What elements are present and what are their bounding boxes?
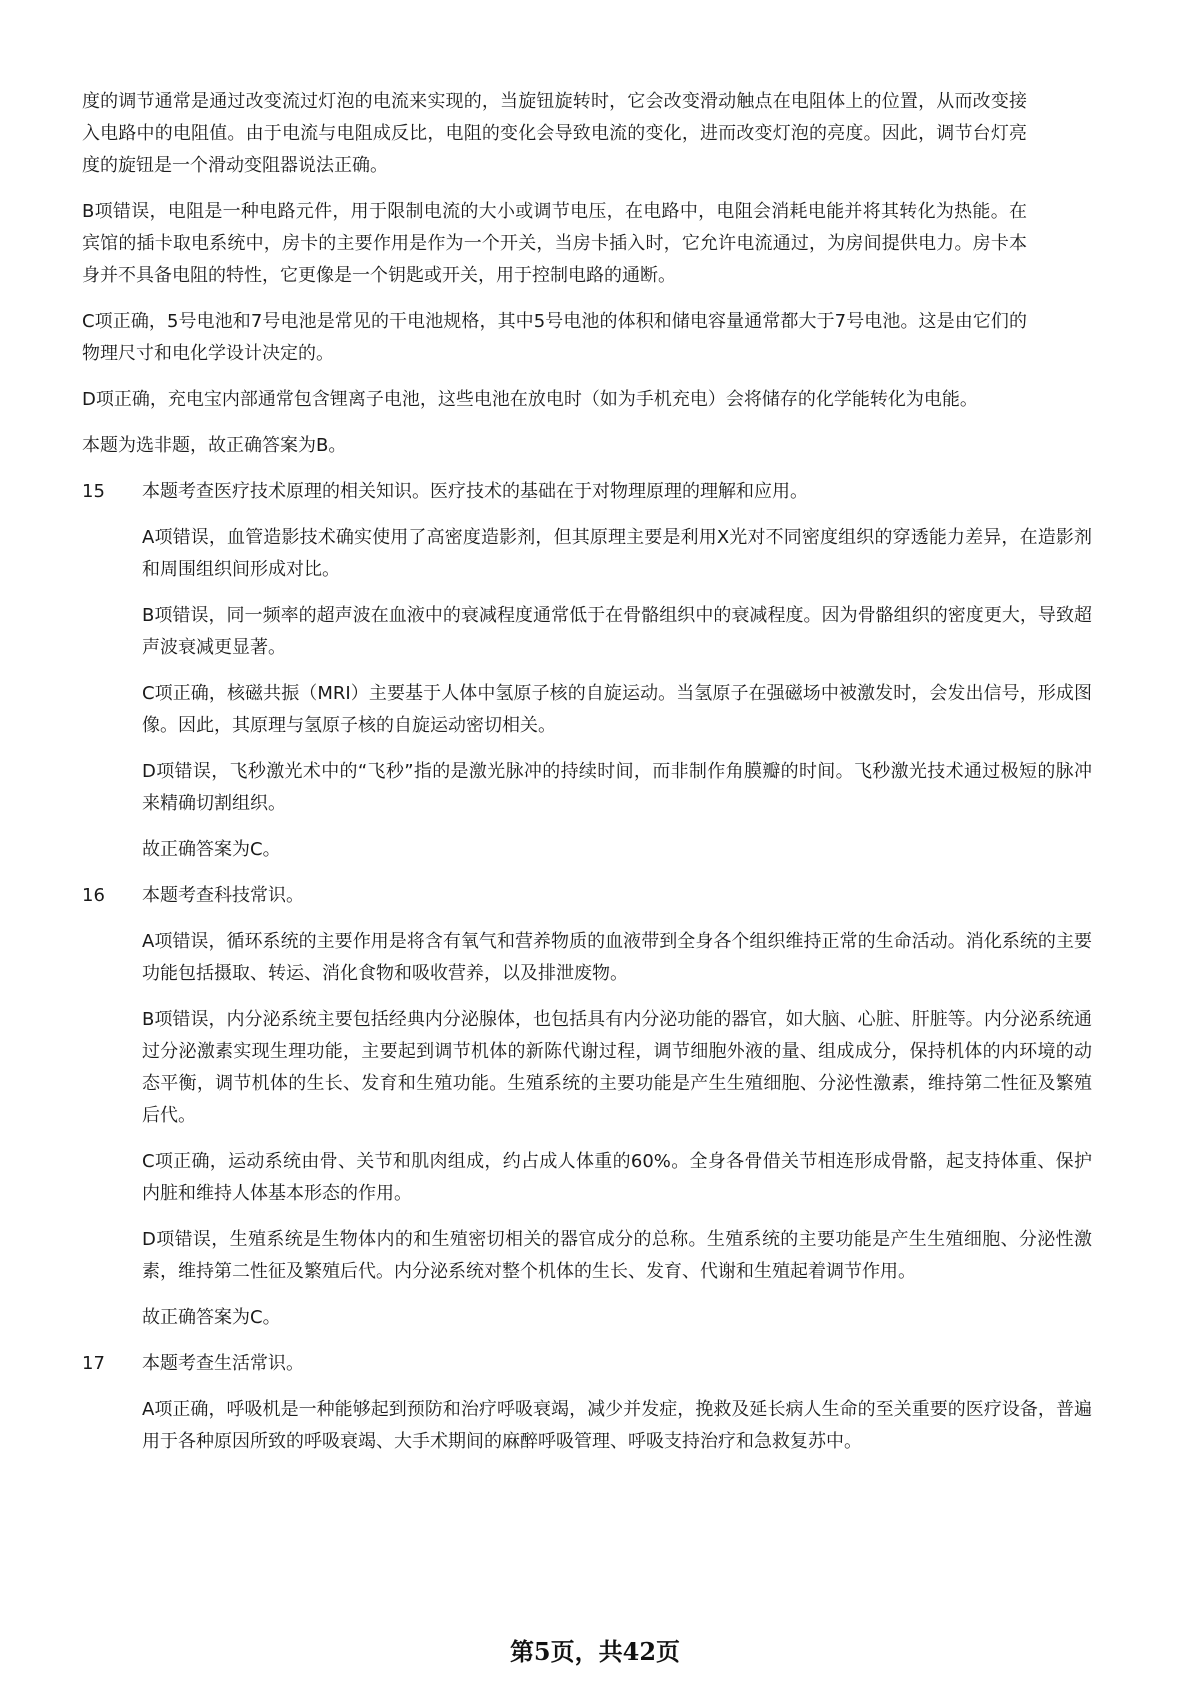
page-footer: 第5页，共42页	[509, 1637, 681, 1666]
question-number: 15	[82, 481, 105, 502]
answer-line: 故正确答案为C。	[142, 839, 281, 860]
answer-line: 故正确答案为C。	[142, 1307, 281, 1328]
question-number: 17	[82, 1353, 105, 1374]
page-content	[82, 86, 1092, 1472]
option-paragraph: D项错误，生殖系统是生物体内的和生殖密切相关的器官成分的总称。生殖系统的主要功能是产生生殖细胞、分泌性激素，维持第二性征及繁殖后代。内分泌系统对整个机体的生长、发育、代谢和生殖起着调节作用。	[142, 1229, 1092, 1282]
question-body	[142, 926, 1092, 1334]
question-title: 本题考查科技常识。	[142, 885, 304, 906]
question-17	[82, 1348, 1092, 1458]
intro-section	[82, 86, 1092, 462]
question-body	[142, 1394, 1092, 1458]
intro-paragraph: 度的调节通常是通过改变流过灯泡的电流来实现的，当旋钮旋转时，它会改变滑动触点在电阻体上的位置，从而改变接入电路中的电阻值。由于电流与电阻成反比，电阻的变化会导致电流的变化，进而改变灯泡的亮度。因此，调节台灯亮度的旋钮是一个滑动变阻器说法正确。	[82, 91, 1027, 176]
option-paragraph: A项错误，血管造影技术确实使用了高密度造影剂，但其原理主要是利用X光对不同密度组织的穿透能力差异，在造影剂和周围组织间形成对比。	[142, 527, 1092, 580]
option-paragraph: D项错误，飞秒激光术中的“飞秒”指的是激光脉冲的持续时间，而非制作角膜瓣的时间。飞秒激光技术通过极短的脉冲来精确切割组织。	[142, 761, 1092, 814]
question-title: 本题考查生活常识。	[142, 1353, 304, 1374]
intro-paragraph: B项错误，电阻是一种电路元件，用于限制电流的大小或调节电压，在电路中，电阻会消耗电能并将其转化为热能。在宾馆的插卡取电系统中，房卡的主要作用是作为一个开关，当房卡插入时，它允许电流通过，为房间提供电力。房卡本身并不具备电阻的特性，它更像是一个钥匙或开关，用于控制电路的通断。	[82, 201, 1027, 286]
option-paragraph: A项正确，呼吸机是一种能够起到预防和治疗呼吸衰竭，减少并发症，挽救及延长病人生命的至关重要的医疗设备，普遍用于各种原因所致的呼吸衰竭、大手术期间的麻醉呼吸管理、呼吸支持治疗和急救复苏中。	[142, 1399, 1092, 1452]
option-paragraph: B项错误，内分泌系统主要包括经典内分泌腺体，也包括具有内分泌功能的器官，如大脑、心脏、肝脏等。内分泌系统通过分泌激素实现生理功能，主要起到调节机体的新陈代谢过程，调节细胞外液的量、组成成分，保持机体的内环境的动态平衡，调节机体的生长、发育和生殖功能。生殖系统的主要功能是产生生殖细胞、分泌性激素，维持第二性征及繁殖后代。	[142, 1009, 1092, 1126]
option-paragraph: A项错误，循环系统的主要作用是将含有氧气和营养物质的血液带到全身各个组织维持正常的生命活动。消化系统的主要功能包括摄取、转运、消化食物和吸收营养，以及排泄废物。	[142, 931, 1092, 984]
intro-paragraph: D项正确，充电宝内部通常包含锂离子电池，这些电池在放电时（如为手机充电）会将储存的化学能转化为电能。	[82, 389, 978, 410]
question-title: 本题考查医疗技术原理的相关知识。医疗技术的基础在于对物理原理的理解和应用。	[142, 481, 808, 502]
question-number: 16	[82, 885, 105, 906]
intro-conclusion: 本题为选非题，故正确答案为B。	[82, 435, 347, 456]
option-paragraph: C项正确，核磁共振（MRI）主要基于人体中氢原子核的自旋运动。当氢原子在强磁场中被激发时，会发出信号，形成图像。因此，其原理与氢原子核的自旋运动密切相关。	[142, 683, 1092, 736]
question-body	[142, 522, 1092, 866]
option-paragraph: C项正确，运动系统由骨、关节和肌肉组成，约占成人体重的60%。全身各骨借关节相连形成骨骼，起支持体重、保护内脏和维持人体基本形态的作用。	[142, 1151, 1092, 1204]
question-15	[82, 476, 1092, 866]
question-16	[82, 880, 1092, 1334]
intro-paragraph: C项正确，5号电池和7号电池是常见的干电池规格，其中5号电池的体积和储电容量通常都大于7号电池。这是由它们的物理尺寸和电化学设计决定的。	[82, 311, 1027, 364]
option-paragraph: B项错误，同一频率的超声波在血液中的衰减程度通常低于在骨骼组织中的衰减程度。因为骨骼组织的密度更大，导致超声波衰减更显著。	[142, 605, 1092, 658]
